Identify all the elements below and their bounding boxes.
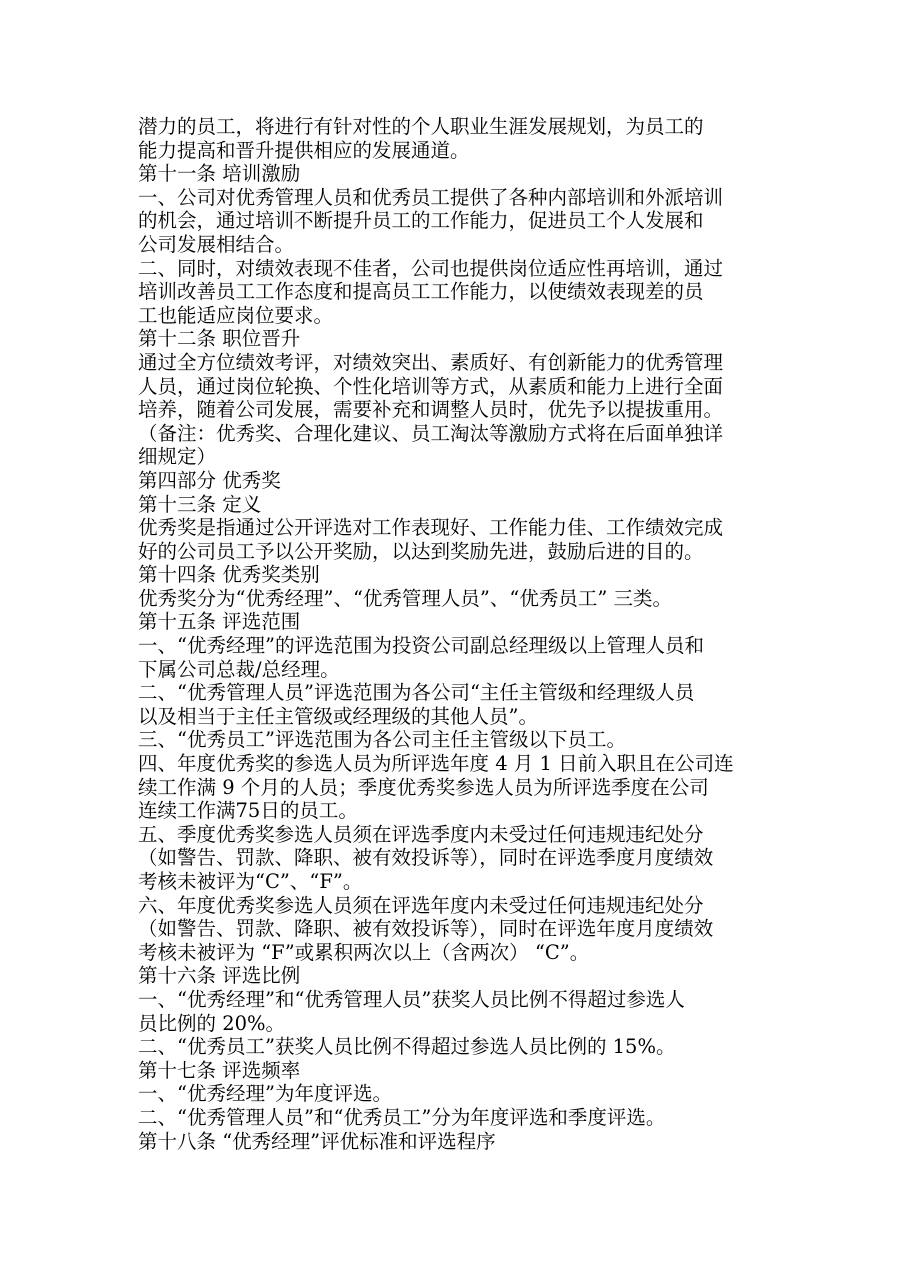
text-line: 下属公司总裁/总经理。 <box>138 657 340 681</box>
text-line: 考核未被评为 “F”或累积两次以上（含两次） “C”。 <box>138 940 590 964</box>
text-line: 的机会，通过培训不断提升员工的工作能力，促进员工个人发展和 <box>138 209 704 233</box>
text-line: 好的公司员工予以公开奖励，以达到奖励先进，鼓励后进的目的。 <box>138 539 704 563</box>
text-line: 员比例的 20%。 <box>138 1011 286 1035</box>
text-line: 优秀奖是指通过公开评选对工作表现好、工作能力佳、工作绩效完成 <box>138 516 724 540</box>
text-line: 考核未被评为“C”、“F”。 <box>138 870 363 893</box>
text-line: 能力提高和晋升提供相应的发展通道。 <box>138 138 470 162</box>
text-line: 二、同时，对绩效表现不佳者，公司也提供岗位适应性再培训，通过 <box>138 256 724 280</box>
text-line: 第十二条 职位晋升 <box>138 327 301 351</box>
text-line: 第十八条 “优秀经理”评优标准和评选程序 <box>138 1129 496 1153</box>
text-line: （如警告、罚款、降职、被有效投诉等），同时在评选年度月度绩效 <box>138 917 714 941</box>
text-line: 第十四条 优秀奖类别 <box>138 563 320 587</box>
text-line: 六、年度优秀奖参选人员须在评选年度内未受过任何违规违纪处分 <box>138 893 704 917</box>
text-line: 一、“优秀经理”和“优秀管理人员”获奖人员比例不得超过参选人 <box>138 987 685 1011</box>
text-line: 第十六条 评选比例 <box>138 964 301 988</box>
text-line: 三、“优秀员工”评选范围为各公司主任主管级以下员工。 <box>138 728 626 752</box>
document-body <box>138 115 778 1153</box>
text-line: 潜力的员工，将进行有针对性的个人职业生涯发展规划，为员工的 <box>138 115 704 138</box>
text-line: 四、年度优秀奖的参选人员为所评选年度 4 月 1 日前入职且在公司连 <box>138 752 734 776</box>
text-line: 培养，随着公司发展，需要补充和调整人员时，优先予以提拔重用。 <box>138 398 724 422</box>
text-line: 通过全方位绩效考评，对绩效突出、素质好、有创新能力的优秀管理 <box>138 350 724 374</box>
text-line: 第十五条 评选范围 <box>138 610 301 634</box>
text-line: 一、“优秀经理”的评选范围为投资公司副总经理级以上管理人员和 <box>138 634 704 658</box>
text-line: 第十三条 定义 <box>138 492 262 516</box>
text-line: 二、“优秀管理人员”评选范围为各公司“主任主管级和经理级人员 <box>138 681 695 705</box>
text-line: 二、“优秀管理人员”和“优秀员工”分为年度评选和季度评选。 <box>138 1105 666 1129</box>
text-line: 五、季度优秀奖参选人员须在评选季度内未受过任何违规违纪处分 <box>138 822 704 846</box>
text-line: 二、“优秀员工”获奖人员比例不得超过参选人员比例的 15%。 <box>138 1035 676 1059</box>
text-line: 连续工作满75日的员工。 <box>138 799 358 823</box>
text-line: 细规定） <box>138 445 217 469</box>
text-line: 培训改善员工工作态度和提高员工工作能力，以使绩效表现差的员 <box>138 280 704 304</box>
text-line: 一、公司对优秀管理人员和优秀员工提供了各种内部培训和外派培训 <box>138 185 724 209</box>
text-line: 第四部分 优秀奖 <box>138 468 281 492</box>
text-line: 公司发展相结合。 <box>138 232 295 256</box>
text-line: 工也能适应岗位要求。 <box>138 303 334 327</box>
text-line: 第十一条 培训激励 <box>138 162 301 186</box>
text-line: （备注：优秀奖、合理化建议、员工淘汰等激励方式将在后面单独详 <box>138 421 724 445</box>
text-line: 续工作满 9 个月的人员；季度优秀奖参选人员为所评选季度在公司 <box>138 775 709 799</box>
text-line: 第十七条 评选频率 <box>138 1058 301 1082</box>
text-line: （如警告、罚款、降职、被有效投诉等），同时在评选季度月度绩效 <box>138 846 714 870</box>
text-line: 优秀奖分为“优秀经理”、“优秀管理人员”、“优秀员工” 三类。 <box>138 586 673 610</box>
text-line: 一、“优秀经理”为年度评选。 <box>138 1082 392 1106</box>
text-line: 人员，通过岗位轮换、个性化培训等方式，从素质和能力上进行全面 <box>138 374 724 398</box>
text-line: 以及相当于主任主管级或经理级的其他人员”。 <box>138 704 538 728</box>
